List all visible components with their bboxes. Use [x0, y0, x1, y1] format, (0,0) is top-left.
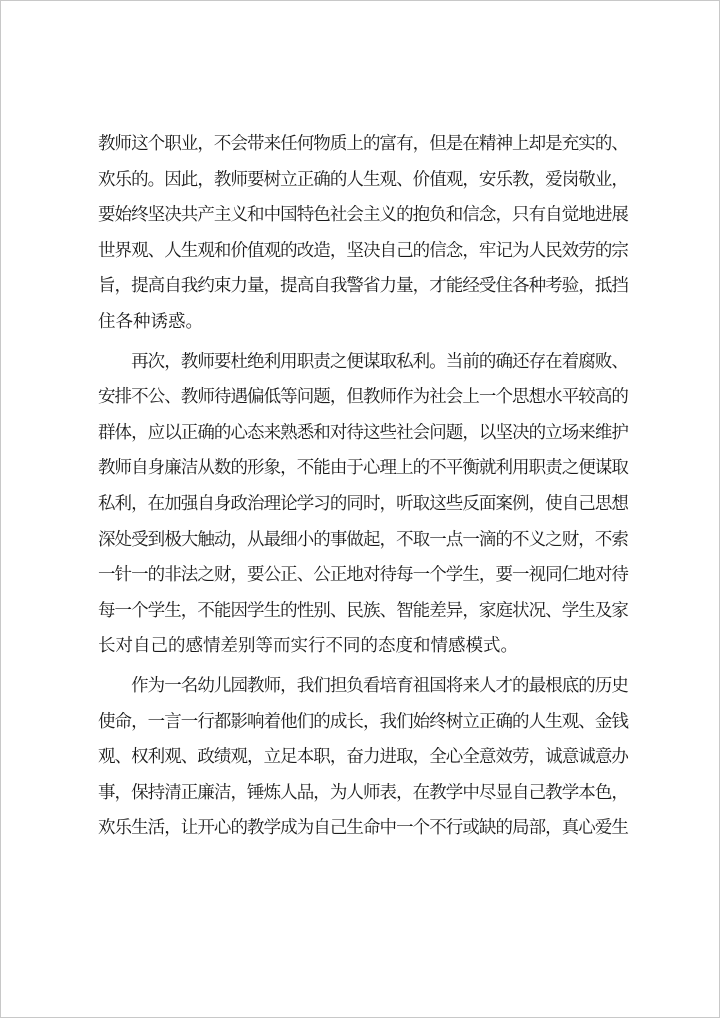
- text-line: 作为一名幼儿园教师，我们担负看培育祖国将来人才的最根底的历史: [98, 675, 628, 696]
- text-line: 住各种诱惑。: [98, 311, 203, 332]
- text-line: 使命，一言一行都影响着他们的成长，我们始终树立正确的人生观、金钱: [98, 711, 628, 732]
- text-line: 欢乐生活，让开心的教学成为自己生命中一个不行或缺的局部，真心爱生: [98, 818, 628, 839]
- text-line: 教师这个职业，不会带来任何物质上的富有，但是在精神上却是充实的、: [98, 134, 628, 154]
- text-line: 再次，教师要杜绝利用职责之便谋取私利。当前的确还存在着腐败、: [98, 351, 628, 372]
- paragraph-2: [98, 345, 628, 665]
- text-line: 观、权利观、政绩观，立足本职，奋力进取，全心全意效劳，诚意诚意办: [98, 747, 628, 768]
- text-line: 一针一的非法之财，要公正、公正地对待每一个学生，要一视同仁地对待: [98, 565, 628, 586]
- text-line: 教师自身廉洁从数的形象，不能由于心理上的不平衡就利用职责之便谋取: [98, 458, 628, 479]
- text-line: 旨，提高自我约束力量，提高自我警省力量，才能经受住各种考验，抵挡: [98, 276, 628, 297]
- text-line: 欢乐的。因此，教师要树立正确的人生观、价值观，安乐教，爱岗敬业，: [98, 169, 628, 190]
- text-line: 每一个学生，不能因学生的性别、民族、智能差异，家庭状况、学生及家: [98, 600, 628, 621]
- text-line: 私利，在加强自身政治理论学习的同时，听取这些反面案例，使自己思想: [98, 493, 628, 514]
- document-body: [98, 127, 628, 847]
- text-line: 长对自己的感情差别等而实行不同的态度和情感模式。: [98, 636, 518, 657]
- text-line: 深处受到极大触动，从最细小的事做起，不取一点一滴的不义之财，不索: [98, 529, 628, 550]
- text-line: 群体，应以正确的心态来熟悉和对待这些社会问题，以坚决的立场来维护: [98, 422, 628, 443]
- paragraph-3: [98, 669, 628, 847]
- paragraph-1: [98, 127, 628, 341]
- text-line: 安排不公、教师待遇偏低等问题，但教师作为社会上一个思想水平较高的: [98, 387, 628, 408]
- text-line: 要始终坚决共产主义和中国特色社会主义的抱负和信念，只有自觉地进展: [98, 205, 628, 226]
- text-line: 事，保持清正廉洁，锤炼人品，为人师表，在教学中尽显自己教学本色，: [98, 782, 628, 803]
- text-line: 世界观、人生观和价值观的改造，坚决自己的信念，牢记为人民效劳的宗: [98, 240, 628, 261]
